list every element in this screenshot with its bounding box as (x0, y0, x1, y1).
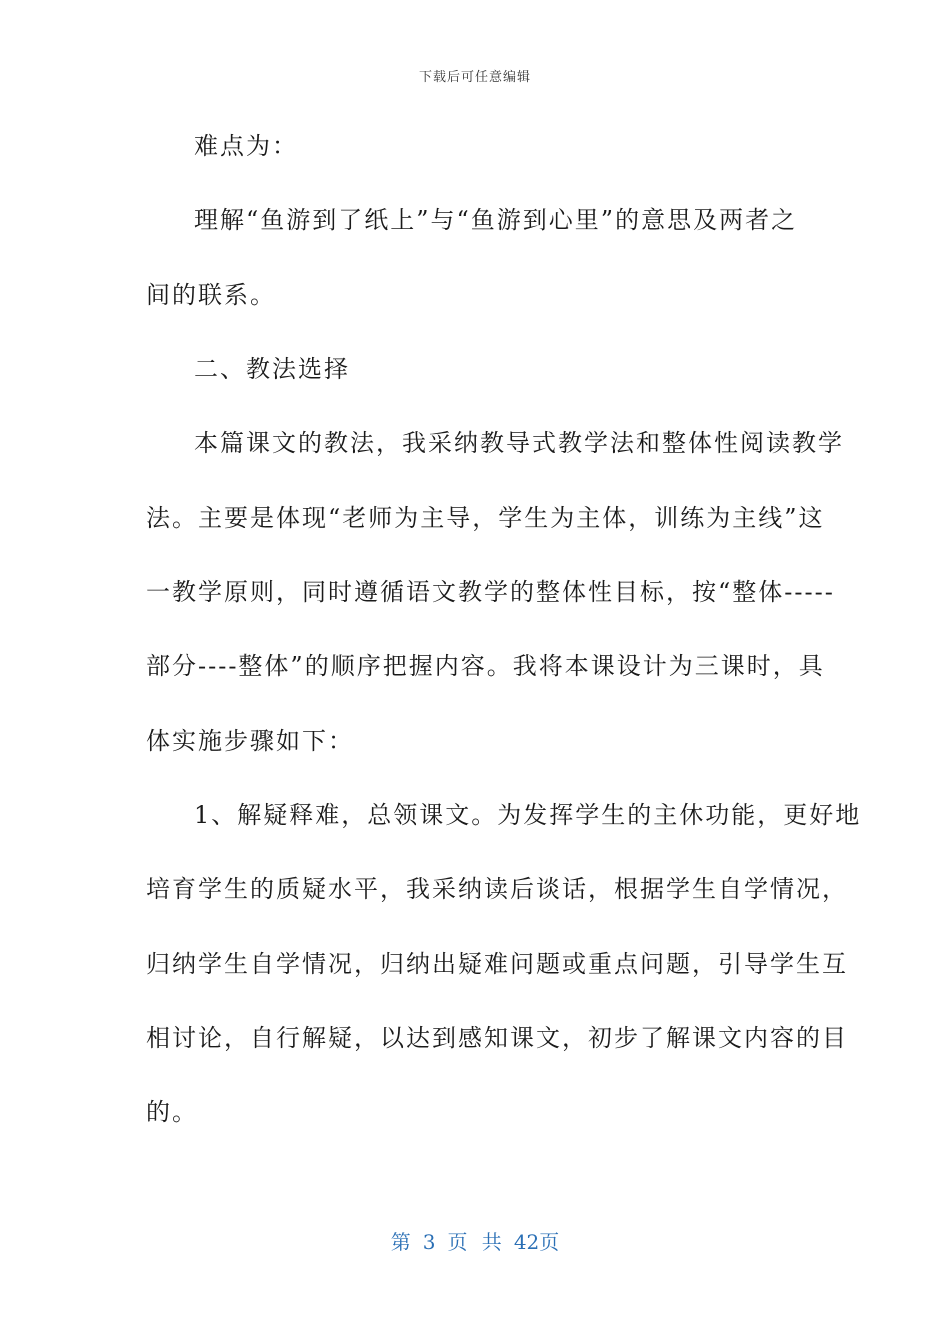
text-line: 法。主要是体现“老师为主导，学生为主体，训练为主线”这 (146, 504, 825, 532)
total-pages: 42页 (513, 1230, 560, 1254)
text-line: 归纳学生自学情况，归纳出疑难问题或重点问题，引导学生互 (146, 950, 848, 978)
text-line: 理解“鱼游到了纸上”与“鱼游到心里”的意思及两者之 (194, 206, 798, 234)
text-line: 一教学原则，同时遵循语文教学的整体性目标，按“整体----- (146, 578, 835, 606)
text-line: 本篇课文的教法，我采纳教导式教学法和整体性阅读教学 (194, 429, 844, 457)
text-line: 部分----整体”的顺序把握内容。我将本课设计为三课时，具 (146, 652, 825, 680)
text-line: 培育学生的质疑水平，我采纳读后谈话，根据学生自学情况， (146, 875, 848, 903)
text-line: 的。 (146, 1098, 198, 1126)
text-line: 间的联系。 (146, 281, 276, 309)
header-note: 下载后可任意编辑 (418, 70, 531, 85)
page-footer (0, 1226, 950, 1255)
text-line: 相讨论，自行解疑，以达到感知课文，初步了解课文内容的目 (146, 1024, 848, 1052)
current-page-number: 3 (422, 1230, 436, 1254)
footer-prefix: 第 (390, 1230, 411, 1254)
section-heading: 二、教法选择 (194, 355, 350, 383)
text-line: 难点为： (194, 132, 298, 160)
text-line: 体实施步骤如下： (146, 727, 354, 755)
footer-middle: 页 共 (447, 1230, 502, 1254)
text-line: 1、解疑释难，总领课文。为发挥学生的主休功能，更好地 (194, 801, 862, 829)
